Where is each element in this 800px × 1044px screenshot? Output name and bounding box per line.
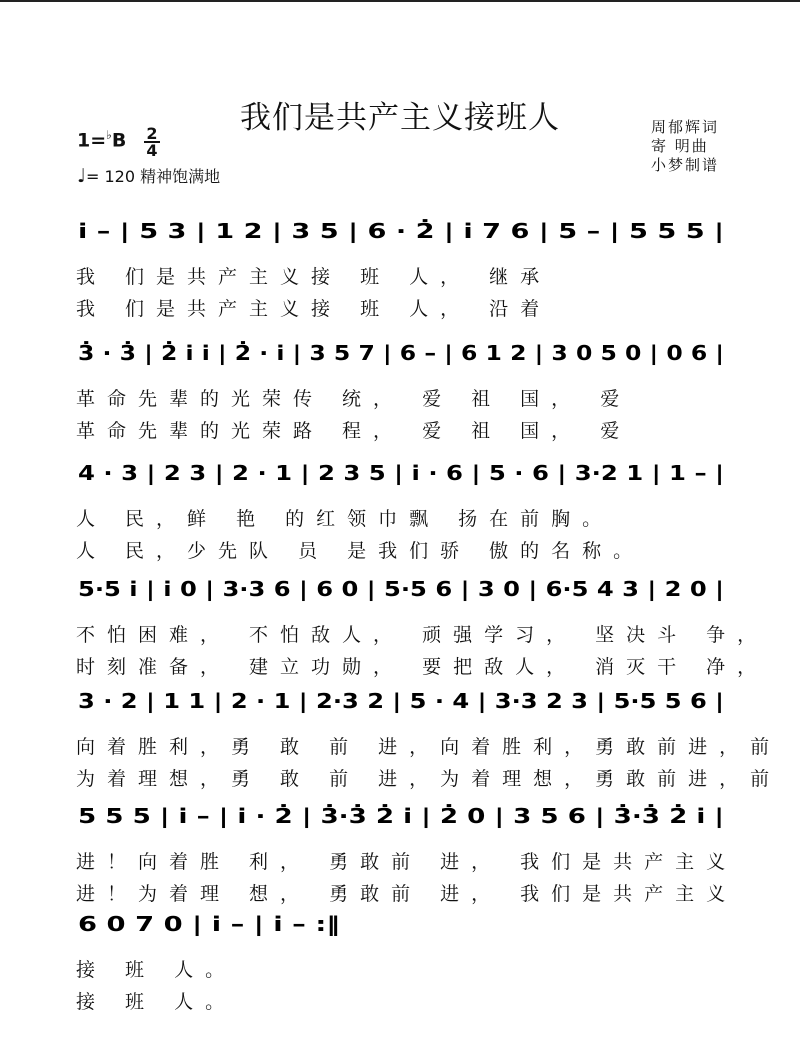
lyric-line-1: 进！向着胜 利， 勇敢前 进， 我们是共产主义 [76, 851, 738, 873]
time-signature [144, 126, 160, 158]
jianpu-notes: 5 5 5 | i̇ – | i̇ · 2̇ | 3̇·3̇ 2̇ i̇ | 2̇ 0 | 3 5 6 | 3̇·3̇ 2̇ i̇ | [78, 804, 724, 828]
composer-credit: 寄 明曲 [651, 137, 709, 155]
song-title: 我们是共产主义接班人 [240, 100, 560, 136]
jianpu-notes: 6 0 7 0 | i̇ – | i̇ – :‖ [78, 912, 340, 936]
lyricist-credit: 周郁辉词 [651, 118, 720, 136]
top-border [0, 0, 800, 2]
lyric-line-2: 进！为着理 想， 勇敢前 进， 我们是共产主义 [76, 883, 738, 905]
jianpu-notes: 3̇ · 3̇ | 2̇ i̇ i̇ | 2̇ · i̇ | 3 5 7 | 6 – | 6 1 2 | 3 0 5 0 | 0 6 | [78, 341, 724, 365]
lyric-line-1: 革命先辈的光荣传 统， 爱 祖 国， 爱 [76, 388, 632, 410]
lyric-line-1: 不怕困难， 不怕敌人， 顽强学习， 坚决斗 争， [76, 624, 769, 646]
lyric-line-2: 革命先辈的光荣路 程， 爱 祖 国， 爱 [76, 420, 632, 442]
flat-sign: ♭ [106, 128, 112, 142]
lyric-line-2: 为着理想，勇 敢 前 进，为着理想，勇敢前进，前 [76, 768, 782, 790]
credits-block [651, 118, 719, 175]
lyric-line-2: 人 民，少先队 员 是我们骄 傲的名称。 [76, 540, 645, 562]
arranger-credit: 小梦制谱 [651, 156, 720, 174]
jianpu-notes: 5·5 i̇ | i̇ 0 | 3·3 6 | 6 0 | 5·5 6 | 3 0 | 6·5 4 3 | 2 0 | [78, 577, 724, 601]
lyric-line-1: 接 班 人。 [76, 959, 237, 981]
jianpu-notes: 3 · 2 | 1 1 | 2 · 1 | 2·3 2 | 5 · 4 | 3·3 2 3 | 5·5 5 6 | [78, 689, 724, 713]
lyric-line-1: 人 民，鲜 艳 的红领巾飘 扬在前胸。 [76, 508, 614, 530]
lyric-line-2: 接 班 人。 [76, 991, 237, 1013]
quarter-note-icon: ♩ [77, 165, 86, 187]
tempo-marking [77, 164, 220, 187]
meter-bottom: 4 [146, 141, 158, 160]
lyric-line-1: 我 们是共产主义接 班 人， 继承 [76, 266, 552, 288]
key-signature: 1=♭B [77, 128, 127, 152]
meter-top: 2 [146, 124, 158, 143]
lyric-line-2: 我 们是共产主义接 班 人， 沿着 [76, 298, 552, 320]
lyric-line-2: 时刻准备， 建立功勋， 要把敌人， 消灭干 净， [76, 656, 769, 678]
jianpu-notes: i̇ – | 5 3 | 1 2 | 3 5 | 6 · 2̇ | i̇ 7 6 | 5 – | 5 5 5 | [78, 219, 724, 243]
lyric-line-1: 向着胜利，勇 敢 前 进，向着胜利，勇敢前进，前 [76, 736, 782, 758]
jianpu-notes: 4 · 3 | 2 3 | 2 · 1 | 2 3 5 | i̇ · 6 | 5 · 6 | 3·2 1 | 1 – | [78, 461, 724, 485]
tempo-text: = 120 精神饱满地 [85, 167, 221, 186]
